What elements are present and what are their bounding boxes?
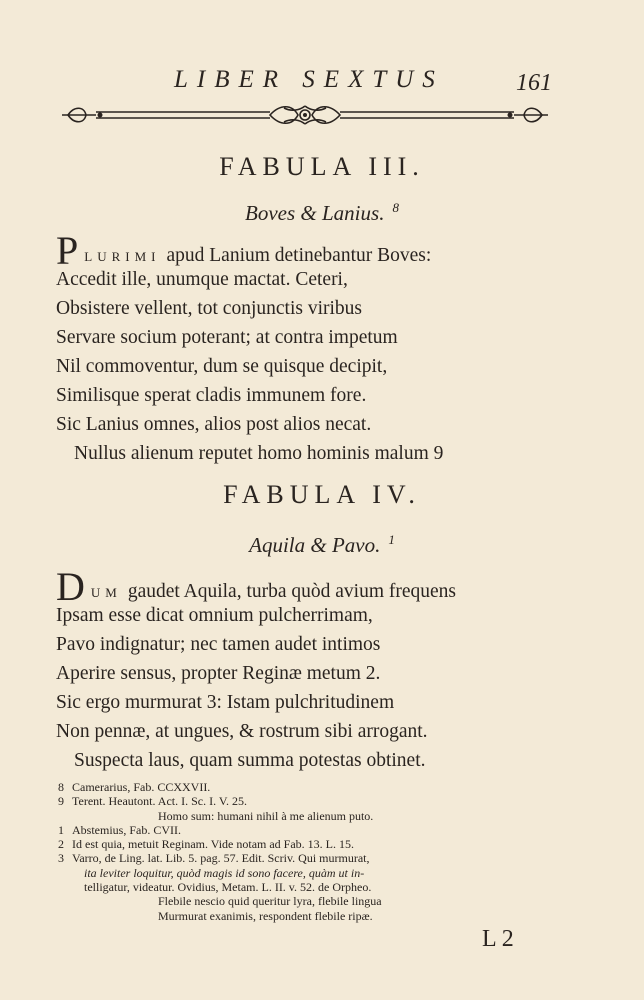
- fable-4-subtitle-text: Aquila & Pavo.: [249, 533, 381, 557]
- fable-4-subtitle-note: 1: [388, 532, 395, 547]
- small-caps: UM: [90, 585, 122, 600]
- verse-line: [56, 564, 596, 609]
- verse-line: Sic Lanius omnes, alios post alios necat.: [56, 414, 372, 435]
- running-head: [60, 60, 560, 100]
- footnote-continuation: Homo sum: humani nihil à me alienum puto.: [158, 808, 374, 823]
- footnote: [58, 780, 588, 794]
- verse-text: apud Lanium detinebantur Boves:: [166, 245, 432, 266]
- verse-line: Non pennæ, at ungues, & rostrum sibi arrogant.: [56, 721, 428, 742]
- footnote-mark: 9: [58, 794, 64, 809]
- fable-4-title: FABULA IV.: [223, 480, 421, 509]
- fable-3-subtitle: [0, 200, 644, 226]
- verse-line: Obsistere vellent, tot conjunctis viribus: [56, 298, 362, 319]
- verse-text: gaudet Aquila, turba quòd avium frequens: [127, 581, 457, 602]
- footnote: [58, 851, 588, 865]
- fable-4-verse: [56, 564, 596, 775]
- footnote-continuation: telligatur, videatur. Ovidius, Metam. L. II. v. 52. de Orpheo.: [84, 880, 372, 895]
- footnote-mark: 1: [58, 822, 64, 837]
- running-title: LIBER SEXTUS: [174, 66, 444, 93]
- footnote: [58, 823, 588, 837]
- verse-line: Servare socium poterant; at contra impetum: [56, 327, 398, 348]
- verse-line: Suspecta laus, quam summa potestas obtinet.: [74, 750, 426, 771]
- footnote-mark: 2: [58, 837, 64, 852]
- fable-3-verse: [56, 228, 596, 468]
- footnotes: [58, 780, 588, 923]
- footnote-mark: 3: [58, 851, 64, 866]
- page-number: 161: [516, 70, 552, 96]
- footnote-text: Varro, de Ling. lat. Lib. 5. pag. 57. Edit. Scriv. Qui murmurat,: [72, 851, 370, 866]
- verse-line: Nil commoventur, dum se quisque decipit,: [56, 356, 388, 377]
- fable-3-title: FABULA III.: [219, 152, 425, 181]
- footnote-text: Abstemius, Fab. CVII.: [72, 822, 181, 837]
- footnote: [58, 794, 588, 808]
- footnote: [58, 837, 588, 851]
- verse-line: Pavo indignatur; nec tamen audet intimos: [56, 634, 381, 655]
- signature-mark: L 2: [482, 926, 514, 952]
- fable-3-subtitle-note: 8: [392, 200, 399, 215]
- fable-4-subtitle: [0, 532, 644, 558]
- small-caps: LURIMI: [84, 249, 161, 264]
- verse-line: Sic ergo murmurat 3: Istam pulchritudinem: [56, 692, 395, 713]
- ornamental-rule-icon: [60, 102, 550, 128]
- fable-3-subtitle-text: Boves & Lanius.: [245, 201, 385, 225]
- footnote-text: Camerarius, Fab. CCXXVII.: [72, 780, 211, 794]
- footnote-quote: Murmurat exanimis, respondent flebile ripæ.: [158, 908, 373, 923]
- verse-line: Similisque sperat cladis immunem fore.: [56, 385, 367, 406]
- footnote-mark: 8: [58, 780, 64, 794]
- footnote-text: Id est quia, metuit Reginam. Vide notam ad Fab. 13. L. 15.: [72, 837, 355, 852]
- verse-line: Accedit ille, unumque mactat. Ceteri,: [56, 269, 348, 290]
- verse-line: Ipsam esse dicat omnium pulcherrimam,: [56, 605, 373, 626]
- verse-line: Nullus alienum reputet homo hominis malum 9: [74, 443, 444, 464]
- footnote-text: Terent. Heautont. Act. I. Sc. I. V. 25.: [72, 794, 248, 809]
- verse-line: Aperire sensus, propter Reginæ metum 2.: [56, 663, 381, 684]
- drop-cap: P: [56, 228, 79, 273]
- footnote-continuation: ita leviter loquitur, quòd magis id sono facere, quàm ut in-: [84, 865, 365, 880]
- footnote-quote: Flebile nescio quid queritur lyra, flebile lingua: [158, 894, 382, 909]
- drop-cap: D: [56, 564, 85, 609]
- verse-line: [56, 228, 596, 273]
